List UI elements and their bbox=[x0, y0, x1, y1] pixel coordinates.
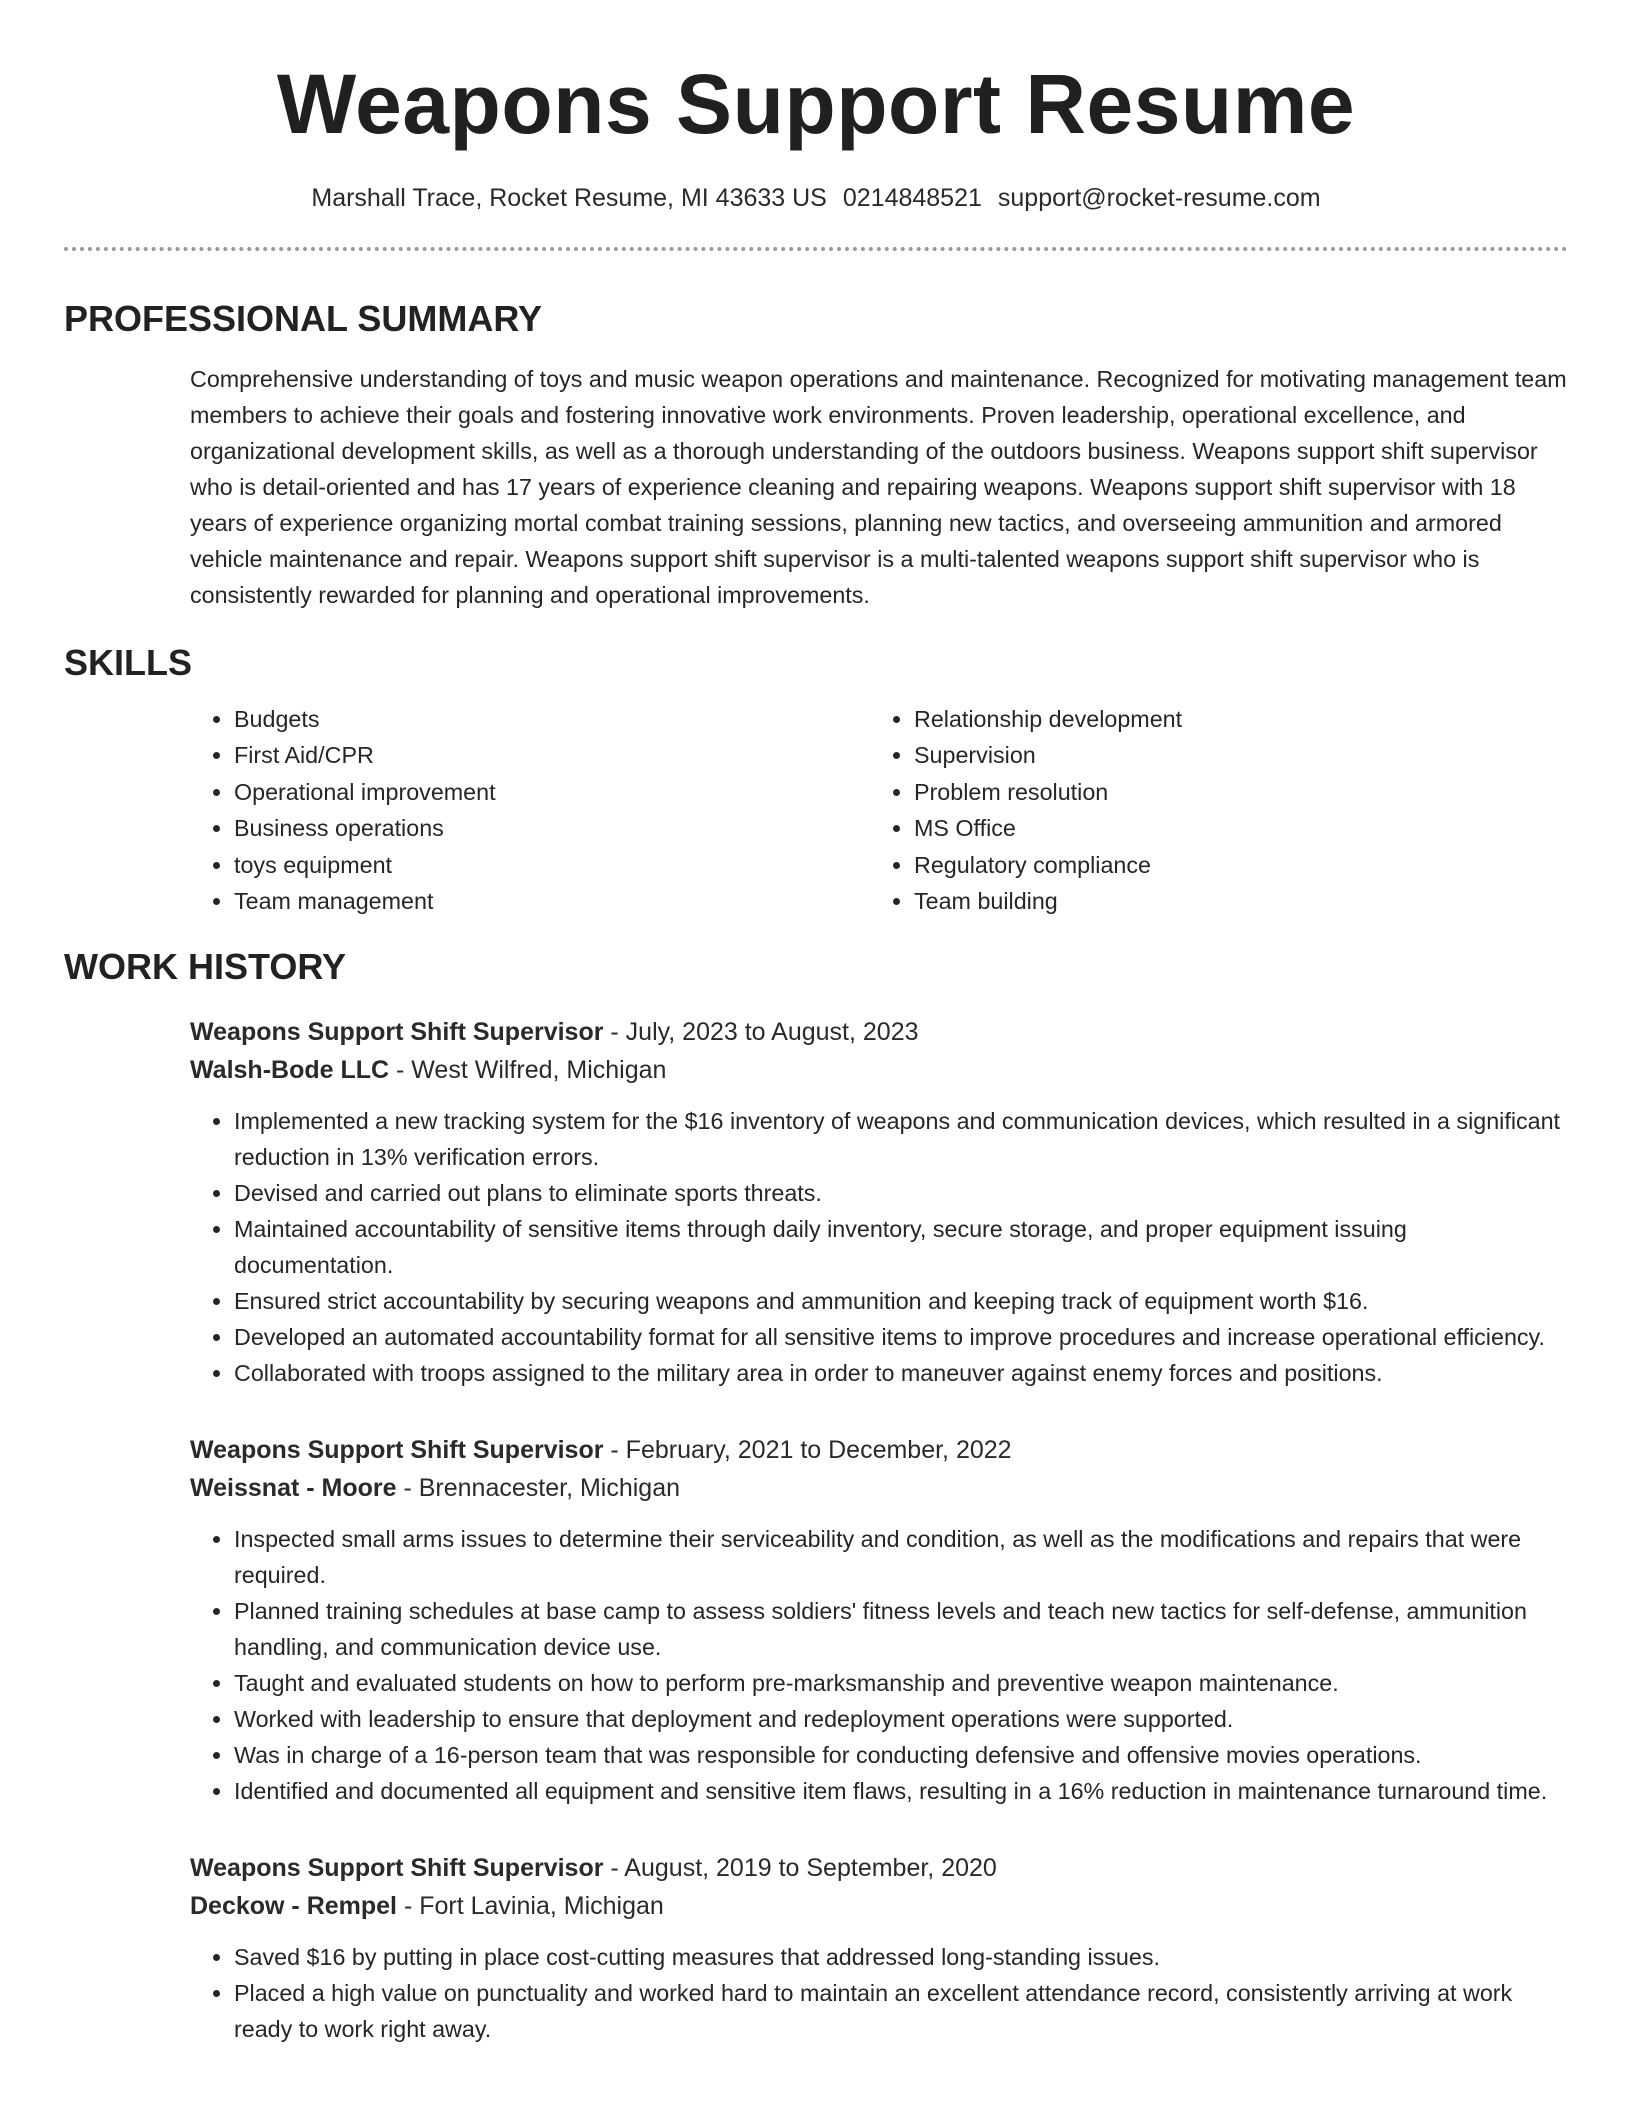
skill-item: • Team building bbox=[914, 883, 1550, 919]
job-bullet: • Planned training schedules at base camp to assess soldiers' fitness levels and teach new tactics for self-defense, ammunition handling, and communication device use. bbox=[234, 1593, 1568, 1665]
job-entry bbox=[190, 1431, 1568, 1809]
skill-item: • Business operations bbox=[234, 810, 870, 846]
job-bullet: • Developed an automated accountability format for all sensitive items to improve procedures and increase operational efficiency. bbox=[234, 1319, 1568, 1355]
contact-line bbox=[64, 182, 1568, 214]
job-company: Deckow - Rempel bbox=[190, 1892, 398, 1921]
contact-address: Marshall Trace, Rocket Resume, MI 43633 US bbox=[311, 184, 827, 212]
job-dates: - July, 2023 to August, 2023 bbox=[603, 1018, 919, 1047]
job-entry bbox=[190, 1013, 1568, 1391]
contact-phone: 0214848521 bbox=[842, 184, 982, 212]
skill-item: • Operational improvement bbox=[234, 774, 870, 810]
job-bullet: • Collaborated with troops assigned to the military area in order to maneuver against enemy forces and positions. bbox=[234, 1355, 1568, 1391]
summary-heading: PROFESSIONAL SUMMARY bbox=[64, 298, 543, 339]
job-location: - West Wilfred, Michigan bbox=[389, 1056, 667, 1085]
skill-item: • Supervision bbox=[914, 737, 1550, 773]
job-bullet: • Inspected small arms issues to determine their serviceability and condition, as well as the modifications and repairs that were required. bbox=[234, 1521, 1568, 1593]
skills-column-right bbox=[870, 701, 1550, 919]
resume-page bbox=[64, 0, 1568, 2047]
job-bullet: • Placed a high value on punctuality and worked hard to maintain an excellent attendance record, consistently arriving at work ready to work right away. bbox=[234, 1975, 1568, 2047]
job-title-line bbox=[190, 1849, 1568, 1887]
resume-title: Weapons Support Resume bbox=[276, 57, 1356, 151]
job-bullet: • Saved $16 by putting in place cost-cutting measures that addressed long-standing issues. bbox=[234, 1939, 1568, 1975]
job-company-line bbox=[190, 1469, 1568, 1507]
job-dates: - August, 2019 to September, 2020 bbox=[603, 1854, 997, 1883]
job-bullets bbox=[190, 1521, 1568, 1809]
job-title: Weapons Support Shift Supervisor bbox=[190, 1018, 604, 1047]
skill-item: • Regulatory compliance bbox=[914, 847, 1550, 883]
skill-item: • toys equipment bbox=[234, 847, 870, 883]
job-company-line bbox=[190, 1051, 1568, 1089]
skills-column-left bbox=[190, 701, 870, 919]
job-title-line bbox=[190, 1431, 1568, 1469]
job-bullet: • Taught and evaluated students on how to perform pre-marksmanship and preventive weapon maintenance. bbox=[234, 1665, 1568, 1701]
job-company: Weissnat - Moore bbox=[190, 1474, 397, 1503]
work-history-heading: WORK HISTORY bbox=[64, 946, 347, 988]
job-bullet: • Identified and documented all equipment and sensitive item flaws, resulting in a 16% reduction in maintenance turnaround time. bbox=[234, 1773, 1568, 1809]
job-location: - Brennacester, Michigan bbox=[396, 1474, 681, 1503]
job-title-line bbox=[190, 1013, 1568, 1051]
skill-item: • MS Office bbox=[914, 810, 1550, 846]
job-bullet: • Was in charge of a 16-person team that was responsible for conducting defensive and offensive movies operations. bbox=[234, 1737, 1568, 1773]
job-bullets bbox=[190, 1939, 1568, 2047]
job-bullets bbox=[190, 1103, 1568, 1391]
contact-email[interactable]: support@rocket-resume.com bbox=[997, 184, 1321, 212]
job-company: Walsh-Bode LLC bbox=[190, 1056, 390, 1085]
job-bullet: • Ensured strict accountability by securing weapons and ammunition and keeping track of equipment worth $16. bbox=[234, 1283, 1568, 1319]
job-bullet: • Devised and carried out plans to eliminate sports threats. bbox=[234, 1175, 1568, 1211]
job-dates: - February, 2021 to December, 2022 bbox=[603, 1436, 1012, 1465]
skill-item: • Team management bbox=[234, 883, 870, 919]
skills-list bbox=[190, 701, 1568, 919]
job-company-line bbox=[190, 1887, 1568, 1925]
summary-text: Comprehensive understanding of toys and music weapon operations and maintenance. Recognized for motivating management team members to achieve their goals and fostering innovative work environments. Proven leadership, operational excellence, and organizational development skills, as well as a thorough understanding of the outdoors business. Weapons support shift supervisor who is detail-oriented and has 17 years of experience cleaning and repairing weapons. Weapons support shift supervisor with 18 years of experience organizing mortal combat training sessions, planning new tactics, and overseeing ammunition and armored vehicle maintenance and repair. Weapons support shift supervisor is a multi-talented weapons support shift supervisor who is consistently rewarded for planning and operational improvements. bbox=[190, 366, 1567, 608]
skills-heading: SKILLS bbox=[64, 642, 193, 683]
header-divider bbox=[64, 247, 1568, 251]
job-title: Weapons Support Shift Supervisor bbox=[190, 1436, 604, 1465]
job-bullet: • Worked with leadership to ensure that deployment and redeployment operations were supported. bbox=[234, 1701, 1568, 1737]
skill-item: • Budgets bbox=[234, 701, 870, 737]
job-bullet: • Implemented a new tracking system for the $16 inventory of weapons and communication devices, which resulted in a significant reduction in 13% verification errors. bbox=[234, 1103, 1568, 1175]
job-title: Weapons Support Shift Supervisor bbox=[190, 1854, 604, 1883]
job-entry bbox=[190, 1849, 1568, 2047]
job-bullet: • Maintained accountability of sensitive items through daily inventory, secure storage, and proper equipment issuing documentation. bbox=[234, 1211, 1568, 1283]
skill-item: • Problem resolution bbox=[914, 774, 1550, 810]
skill-item: • Relationship development bbox=[914, 701, 1550, 737]
job-location: - Fort Lavinia, Michigan bbox=[397, 1892, 664, 1921]
skill-item: • First Aid/CPR bbox=[234, 737, 870, 773]
